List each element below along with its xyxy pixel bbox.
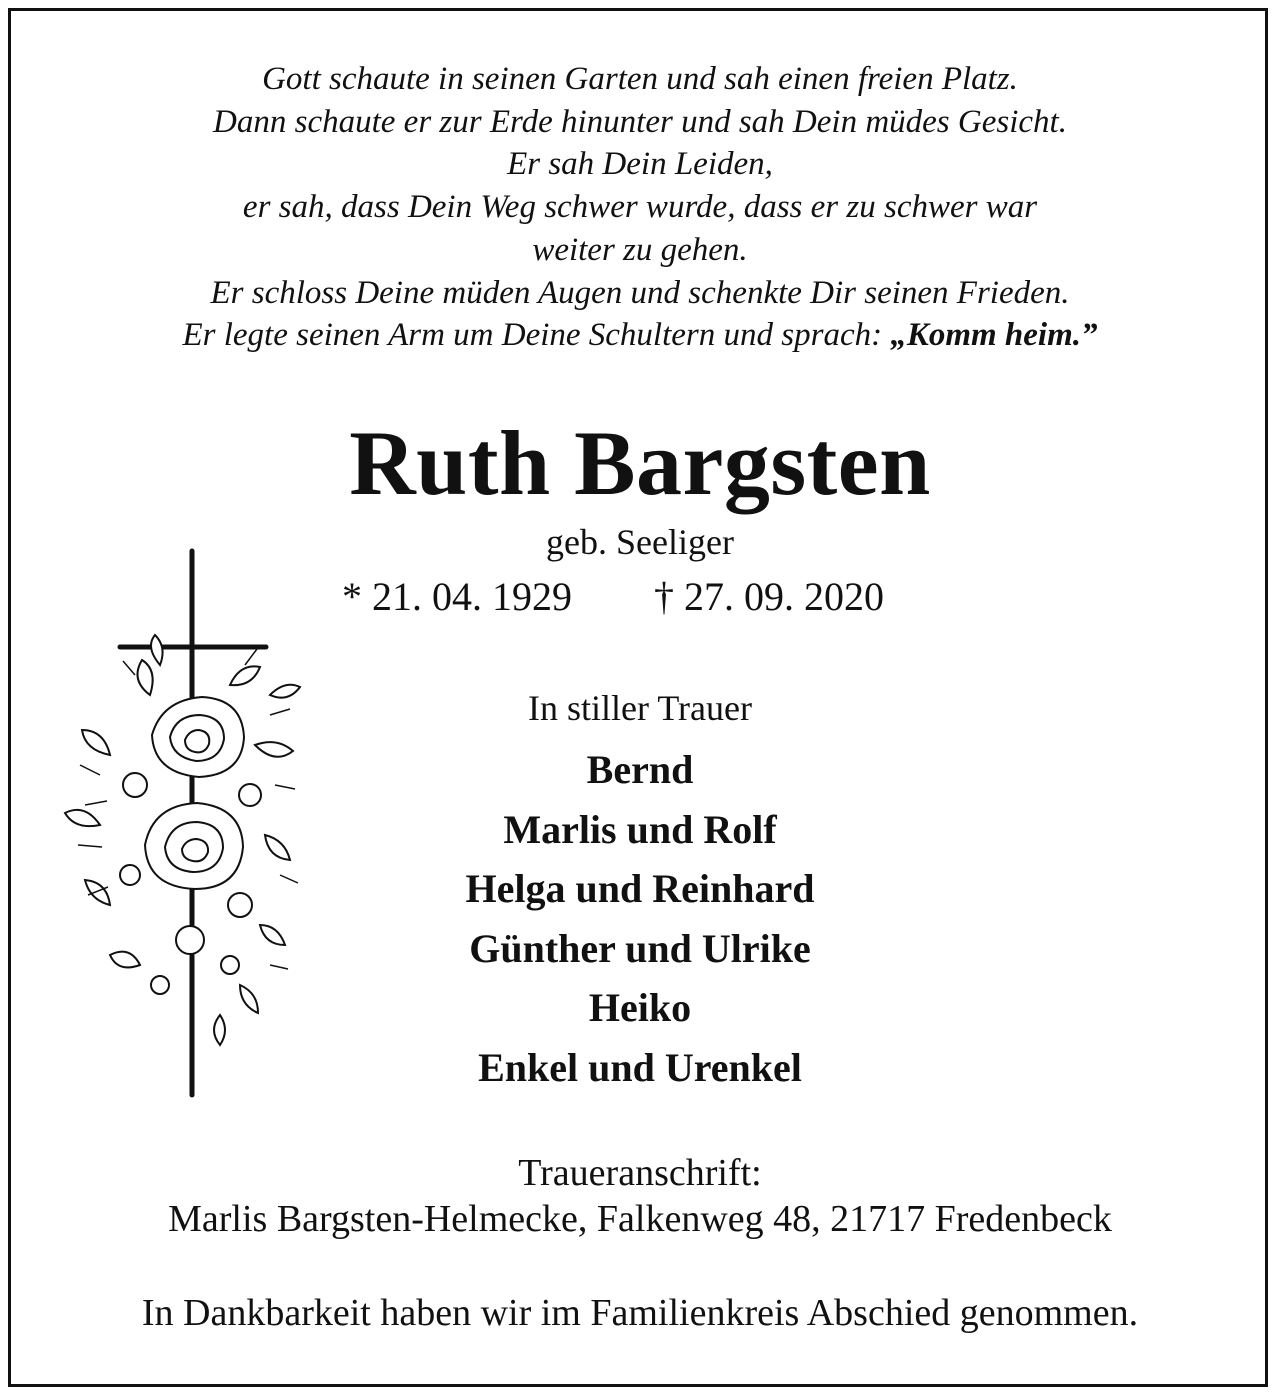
mourner: Helga und Reinhard bbox=[465, 866, 815, 911]
poem-line: weiter zu gehen. bbox=[532, 231, 748, 268]
closing-text: In Dankbarkeit haben wir im Familienkreis Abschied genommen. bbox=[141, 1292, 1139, 1334]
mourning-intro: In stiller Trauer bbox=[528, 688, 752, 728]
life-dates bbox=[342, 573, 884, 621]
mourner: Enkel und Urenkel bbox=[478, 1044, 802, 1090]
birth-date: * 21. 04. 1929 bbox=[342, 574, 572, 619]
mourner: Bernd bbox=[586, 747, 694, 792]
poem bbox=[0, 58, 1280, 357]
poem-line: er sah, dass Dein Weg schwer wurde, dass er zu schwer war bbox=[242, 189, 1038, 226]
address-text: Marlis Bargsten-Helmecke, Falkenweg 48, 21717 Fredenbeck bbox=[168, 1198, 1112, 1240]
poem-line: Gott schaute in seinen Garten und sah einen freien Platz. bbox=[262, 61, 1018, 97]
poem-line: Er sah Dein Leiden, bbox=[507, 146, 773, 183]
mourners-list bbox=[0, 740, 1280, 1097]
poem-line-text: Er legte seinen Arm um Deine Schultern und sprach: bbox=[182, 317, 891, 354]
mourner: Heiko bbox=[588, 985, 692, 1030]
birth-name: geb. Seeliger bbox=[546, 522, 734, 562]
poem-line: Dann schaute er zur Erde hinunter und sah Dein müdes Gesicht. bbox=[213, 103, 1067, 140]
address-label: Traueranschrift: bbox=[518, 1152, 762, 1194]
poem-emphasis: „Komm heim.” bbox=[890, 317, 1098, 354]
death-date: † 27. 09. 2020 bbox=[654, 574, 884, 619]
deceased-name: Ruth Bargsten bbox=[349, 412, 931, 514]
mourner: Marlis und Rolf bbox=[503, 806, 777, 852]
poem-line: Er schloss Deine müden Augen und schenkte Dir seinen Frieden. bbox=[210, 274, 1070, 311]
mourner: Günther und Ulrike bbox=[469, 925, 811, 971]
poem-line-last bbox=[0, 314, 1280, 357]
